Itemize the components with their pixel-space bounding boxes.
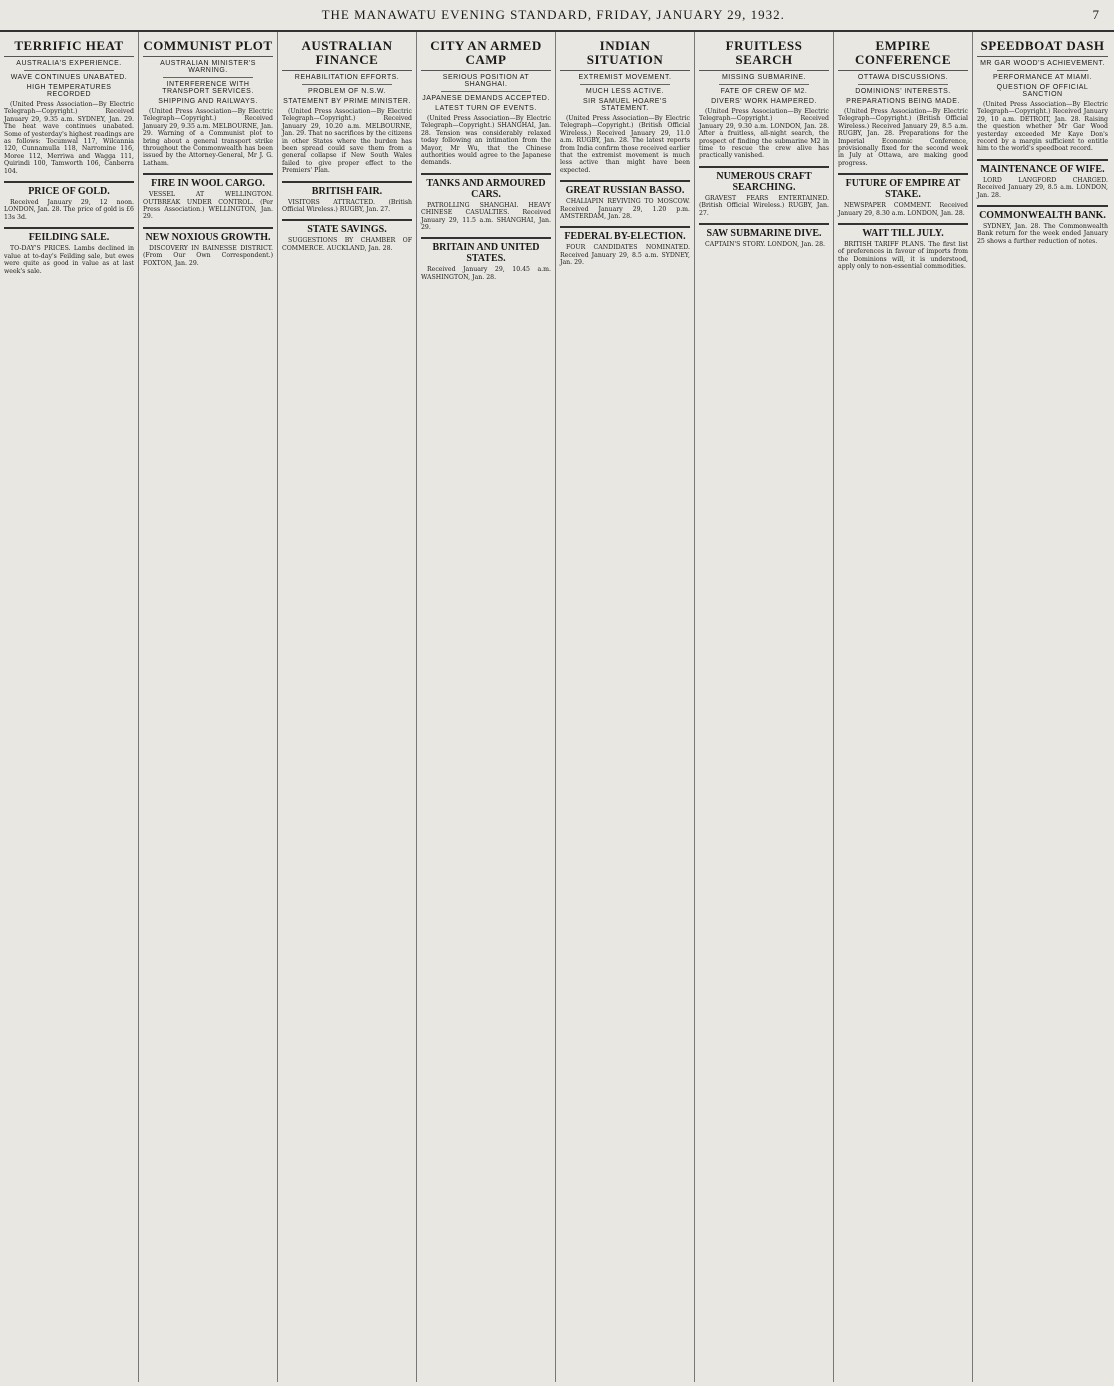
article-body: GRAVEST FEARS ENTERTAINED. (British Official Wireless.) RUGBY, Jan. 27. — [699, 194, 829, 217]
subhead: MISSING SUBMARINE. — [721, 74, 807, 81]
section-banner: FEILDING SALE. — [4, 227, 134, 243]
article-body: DISCOVERY IN BAINESSE DISTRICT. (From Our Own Correspondent.) FOXTON, Jan. 29. — [143, 244, 273, 267]
subhead: HIGH TEMPERATURES RECORDED — [26, 84, 112, 98]
article-body: CAPTAIN'S STORY. LONDON, Jan. 28. — [705, 241, 826, 249]
section-banner: NUMEROUS CRAFT SEARCHING. — [699, 166, 829, 193]
masthead — [0, 0, 1114, 32]
headline: COMMUNIST PLOT — [143, 39, 273, 57]
article-body: (United Press Association—By Electric Telegraph—Copyright.) (British Official Wireless.) Received January 29, 8.5 a.m. RUGBY, Jan. 28. Preparations for the Imperial Economic Conference, provisionally fixed for the second week in July at Ottawa, are making good progress. — [838, 108, 968, 167]
section-banner: MAINTENANCE OF WIFE. — [977, 159, 1108, 175]
column-2 — [139, 32, 278, 1382]
article-body: SUGGESTIONS BY CHAMBER OF COMMERCE. AUCKLAND, Jan. 28. — [282, 237, 412, 252]
headline: CITY AN ARMED CAMP — [421, 39, 551, 71]
subhead: SHIPPING AND RAILWAYS. — [158, 98, 258, 105]
article-body: SYDNEY, Jan. 28. The Commonwealth Bank return for the week ended January 25 shows a further reduction of notes. — [977, 223, 1108, 245]
article-body: NEWSPAPER COMMENT. Received January 29, 8.30 a.m. LONDON, Jan. 28. — [838, 202, 968, 217]
section-banner: FEDERAL BY-ELECTION. — [560, 226, 690, 242]
subhead: PROBLEM OF N.S.W. — [307, 88, 387, 95]
subhead: WAVE CONTINUES UNABATED. — [10, 74, 128, 81]
column-6 — [695, 32, 834, 1382]
subhead: OTTAWA DISCUSSIONS. — [857, 74, 949, 81]
section-banner: NEW NOXIOUS GROWTH. — [143, 227, 273, 243]
column-1 — [0, 32, 139, 1382]
section-banner: FIRE IN WOOL CARGO. — [143, 173, 273, 189]
headline: SPEEDBOAT DASH — [977, 39, 1108, 57]
article-body: Received January 29, 10.45 a.m. WASHINGTON, Jan. 28. — [421, 266, 551, 281]
subhead: SIR SAMUEL HOARE'S STATEMENT. — [583, 98, 667, 112]
subhead: SERIOUS POSITION AT SHANGHAI. — [442, 74, 530, 88]
subhead: MUCH LESS ACTIVE. — [585, 88, 665, 95]
section-banner: SAW SUBMARINE DIVE. — [699, 223, 829, 239]
subhead: EXTREMIST MOVEMENT. — [578, 74, 672, 81]
column-5 — [556, 32, 695, 1382]
article-body: (United Press Association—By Electric Telegraph—Copyright.) (British Official Wireless.) Received January 29, 11.0 a.m. RUGBY, Jan. 28. The latest reports from India confirm those received earlier that the extremist movement is much less active than might have been expected. — [560, 115, 690, 174]
subhead: REHABILITATION EFFORTS. — [294, 74, 400, 81]
subhead: FATE OF CREW OF M2. — [720, 88, 808, 95]
section-banner: BRITAIN AND UNITED STATES. — [421, 237, 551, 264]
subhead: INTERFERENCE WITH TRANSPORT SERVICES. — [162, 81, 254, 95]
section-banner: STATE SAVINGS. — [282, 219, 412, 235]
subhead: DIVERS' WORK HAMPERED. — [711, 98, 817, 105]
subhead: JAPANESE DEMANDS ACCEPTED. — [422, 95, 550, 102]
headline: TERRIFIC HEAT — [4, 39, 134, 57]
section-banner: COMMONWEALTH BANK. — [977, 205, 1108, 221]
article-body: BRITISH TARIFF PLANS. The first list of preferences in favour of imports from the Dominions will, it is understood, apply only to non-essential commodities. — [838, 241, 968, 271]
section-banner: GREAT RUSSIAN BASSO. — [560, 180, 690, 196]
subhead: AUSTRALIAN MINISTER'S WARNING. — [160, 60, 256, 74]
article-body: TO-DAY'S PRICES. Lambs declined in value at to-day's Feilding sale, but ewes were quite as good in value as at last week's sale. — [4, 245, 134, 275]
column-8 — [973, 32, 1112, 1382]
article-body: Received January 29, 12 noon. LONDON, Jan. 28. The price of gold is £6 13s 3d. — [4, 199, 134, 221]
column-4 — [417, 32, 556, 1382]
newspaper-title: THE MANAWATU EVENING STANDARD, FRIDAY, JANUARY 29, 1932. — [321, 7, 785, 22]
headline: AUSTRALIAN FINANCE — [282, 39, 412, 71]
article-body: VISITORS ATTRACTED. (British Official Wireless.) RUGBY, Jan. 27. — [282, 198, 412, 214]
page-number: 7 — [1092, 7, 1100, 22]
section-banner: TANKS AND ARMOURED CARS. — [421, 173, 551, 200]
headline: FRUITLESS SEARCH — [699, 39, 829, 71]
article-body: FOUR CANDIDATES NOMINATED. Received January 29, 8.5 a.m. SYDNEY, Jan. 29. — [560, 244, 690, 267]
article-body: CHALIAPIN REVIVING TO MOSCOW. Received January 29, 1.20 p.m. AMSTERDAM, Jan. 28. — [560, 198, 690, 221]
article-body: VESSEL AT WELLINGTON. OUTBREAK UNDER CONTROL. (Per Press Association.) WELLINGTON, Jan. 29. — [143, 191, 273, 221]
subhead: PERFORMANCE AT MIAMI. — [993, 74, 1092, 81]
article-body: (United Press Association—By Electric Telegraph—Copyright.) Received January 29, 9.30 a.m. LONDON, Jan. 28. After a fruitless, all-night search, the prospect of finding the submarine M2 in time to rescue the crew alive has practically vanished. — [699, 108, 829, 160]
subhead: MR GAR WOOD'S ACHIEVEMENT. — [980, 60, 1105, 67]
section-banner: PRICE OF GOLD. — [4, 181, 134, 197]
section-banner: BRITISH FAIR. — [282, 181, 412, 197]
subhead: PREPARATIONS BEING MADE. — [846, 98, 960, 105]
columns — [0, 32, 1114, 1382]
section-banner: FUTURE OF EMPIRE AT STAKE. — [838, 173, 968, 200]
article-body: (United Press Association—By Electric Telegraph—Copyright.) Received January 29, 10.20 a.m. MELBOURNE, Jan. 29. That no sacrifices by the citizens in other States where the burden has been spread could save them from a general collapse if New South Wales failed to give proper effect to the Premiers' Plan. — [282, 108, 412, 175]
article-body: PATROLLING SHANGHAI. HEAVY CHINESE CASUALTIES. Received January 29, 11.5 a.m. SHANGHAI, Jan. 29. — [421, 201, 551, 232]
article-body: LORD LANGFORD CHARGED. Received January 29, 8.5 a.m. LONDON, Jan. 28. — [977, 176, 1108, 199]
subhead: DOMINIONS' INTERESTS. — [855, 88, 951, 95]
subhead: QUESTION OF OFFICIAL SANCTION — [996, 84, 1089, 98]
article-body: (United Press Association—By Electric Telegraph—Copyright.) Received January 29, 10 a.m. DETROIT, Jan. 28. Raising the question whether Mr Gar Wood yesterday exceeded Mr Kaye Don's record by a margin sufficient to entitle him to the world's speedboat record. — [977, 101, 1108, 153]
headline: INDIAN SITUATION — [560, 39, 690, 71]
headline: EMPIRE CONFERENCE — [838, 39, 968, 71]
subhead: AUSTRALIA'S EXPERIENCE. — [16, 60, 122, 67]
subhead: STATEMENT BY PRIME MINISTER. — [283, 98, 411, 105]
article-body: (United Press Association—By Electric Telegraph—Copyright.) Received January 29, 9.35 a.m. SYDNEY, Jan. 29. The heat wave continues unabated. Some of yesterday's highest readings are as follows: Tocumwal 117, Wilcannia 120, Cunnamulla 118, Narromine 116, Moree 112, Merriwa and Wagga 111, Quirindi 100, Tamworth 106, Canberra 104. — [4, 101, 134, 175]
section-banner: WAIT TILL JULY. — [838, 223, 968, 239]
article-body: (United Press Association—By Electric Telegraph—Copyright.) SHANGHAI, Jan. 28. Tension was considerably relaxed today following an intimation from the Mayor, Mr Wu, that the Chinese authorities would agree to the Japanese demands. — [421, 115, 551, 167]
article-body: (United Press Association—By Electric Telegraph—Copyright.) Received January 29, 9.35 a.m. MELBOURNE, Jan. 29. Warning of a Communist plot to bring about a general transport strike throughout the Commonwealth has been issued by the Attorney-General, Mr J. G. Latham. — [143, 108, 273, 167]
column-3 — [278, 32, 417, 1382]
column-7 — [834, 32, 973, 1382]
subhead: LATEST TURN OF EVENTS. — [435, 105, 537, 112]
